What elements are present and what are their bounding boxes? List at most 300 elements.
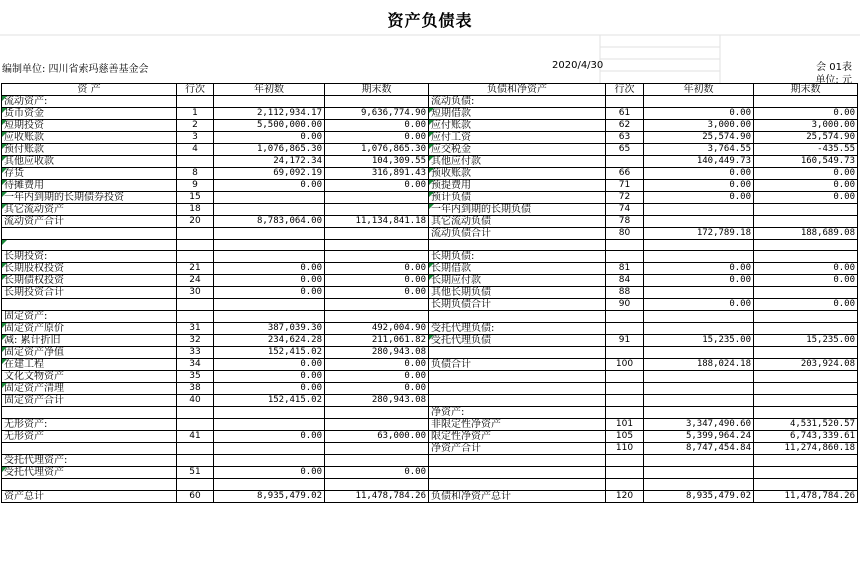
liability-begin-cell[interactable] xyxy=(644,407,754,419)
asset-end-cell[interactable] xyxy=(325,443,429,455)
table-row xyxy=(2,192,858,204)
liability-line-cell[interactable]: 91 xyxy=(606,335,644,347)
liability-line-cell[interactable]: 105 xyxy=(606,431,644,443)
liability-end-cell[interactable]: 0.00 xyxy=(754,180,858,192)
liability-name-cell[interactable]: 净资产: xyxy=(429,407,606,419)
liability-name-cell[interactable] xyxy=(429,479,606,490)
asset-end-cell[interactable]: 280,943.08 xyxy=(325,395,429,407)
liability-end-cell[interactable] xyxy=(754,455,858,467)
liability-begin-cell[interactable]: 188,024.18 xyxy=(644,359,754,371)
liability-line-cell[interactable] xyxy=(606,240,644,251)
asset-name-cell[interactable]: 长期投资: xyxy=(2,251,177,263)
asset-end-cell[interactable]: 0.00 xyxy=(325,371,429,383)
liability-end-cell[interactable] xyxy=(754,287,858,299)
asset-name-cell[interactable]: 流动资产: xyxy=(2,96,177,108)
liability-line-cell[interactable]: 62 xyxy=(606,120,644,132)
asset-end-cell[interactable]: 0.00 xyxy=(325,383,429,395)
liability-begin-cell[interactable] xyxy=(644,216,754,228)
header-line-2: 行次 xyxy=(606,84,644,96)
asset-line-cell[interactable] xyxy=(177,299,214,311)
asset-begin-cell[interactable]: 1,076,865.30 xyxy=(214,144,325,156)
balance-sheet-table xyxy=(1,83,858,503)
asset-name-cell[interactable]: 预付账款 xyxy=(2,144,177,156)
asset-name-cell[interactable]: 货币资金 xyxy=(2,108,177,120)
liability-end-cell[interactable] xyxy=(754,323,858,335)
asset-end-cell[interactable]: 11,134,841.18 xyxy=(325,216,429,228)
table-row xyxy=(2,490,858,502)
table-row xyxy=(2,299,858,311)
asset-begin-cell[interactable] xyxy=(214,455,325,467)
liability-line-cell[interactable] xyxy=(606,156,644,168)
liability-name-cell[interactable]: 长期应付款 xyxy=(429,275,606,287)
asset-end-cell[interactable] xyxy=(325,419,429,431)
asset-line-cell[interactable]: 15 xyxy=(177,192,214,204)
liability-line-cell[interactable]: 90 xyxy=(606,299,644,311)
asset-line-cell[interactable]: 3 xyxy=(177,132,214,144)
asset-end-cell[interactable]: 0.00 xyxy=(325,467,429,479)
liability-name-cell[interactable]: 其他长期负债 xyxy=(429,287,606,299)
asset-begin-cell[interactable]: 152,415.02 xyxy=(214,395,325,407)
liability-line-cell[interactable]: 101 xyxy=(606,419,644,431)
liability-name-cell[interactable]: 应付账款 xyxy=(429,120,606,132)
liability-begin-cell[interactable] xyxy=(644,96,754,108)
currency-unit: 单位: 元 xyxy=(815,75,852,86)
liability-line-cell[interactable] xyxy=(606,479,644,490)
liability-begin-cell[interactable]: 0.00 xyxy=(644,299,754,311)
asset-line-cell[interactable]: 34 xyxy=(177,359,214,371)
header-row xyxy=(2,84,858,96)
asset-line-cell[interactable]: 31 xyxy=(177,323,214,335)
asset-end-cell[interactable]: 0.00 xyxy=(325,263,429,275)
liability-name-cell[interactable]: 净资产合计 xyxy=(429,443,606,455)
asset-name-cell[interactable] xyxy=(2,299,177,311)
liability-begin-cell[interactable] xyxy=(644,371,754,383)
asset-name-cell[interactable] xyxy=(2,228,177,240)
liability-begin-cell[interactable]: 0.00 xyxy=(644,275,754,287)
asset-end-cell[interactable] xyxy=(325,192,429,204)
asset-line-cell[interactable]: 38 xyxy=(177,383,214,395)
asset-name-cell[interactable]: 无形资产: xyxy=(2,419,177,431)
asset-begin-cell[interactable]: 152,415.02 xyxy=(214,347,325,359)
asset-begin-cell[interactable]: 24,172.34 xyxy=(214,156,325,168)
asset-begin-cell[interactable]: 0.00 xyxy=(214,431,325,443)
liability-line-cell[interactable] xyxy=(606,311,644,323)
asset-line-cell[interactable]: 8 xyxy=(177,168,214,180)
asset-begin-cell[interactable]: 2,112,934.17 xyxy=(214,108,325,120)
liability-name-cell[interactable]: 预提费用 xyxy=(429,180,606,192)
asset-name-cell[interactable] xyxy=(2,479,177,490)
liability-line-cell[interactable]: 81 xyxy=(606,263,644,275)
liability-begin-cell[interactable]: 3,764.55 xyxy=(644,144,754,156)
asset-end-cell[interactable]: 0.00 xyxy=(325,180,429,192)
liability-end-cell[interactable] xyxy=(754,240,858,251)
asset-begin-cell[interactable] xyxy=(214,204,325,216)
asset-line-cell[interactable]: 33 xyxy=(177,347,214,359)
asset-end-cell[interactable]: 9,636,774.90 xyxy=(325,108,429,120)
asset-begin-cell[interactable] xyxy=(214,407,325,419)
asset-name-cell[interactable]: 一年内到期的长期债券投资 xyxy=(2,192,177,204)
asset-line-cell[interactable] xyxy=(177,443,214,455)
liability-line-cell[interactable] xyxy=(606,371,644,383)
liability-name-cell[interactable]: 长期负债: xyxy=(429,251,606,263)
liability-begin-cell[interactable]: 0.00 xyxy=(644,108,754,120)
asset-name-cell[interactable]: 受托代理资产: xyxy=(2,455,177,467)
header-end: 期末数 xyxy=(325,84,429,96)
asset-name-cell[interactable]: 待摊费用 xyxy=(2,180,177,192)
asset-name-cell[interactable]: 无形资产 xyxy=(2,431,177,443)
asset-line-cell[interactable] xyxy=(177,251,214,263)
asset-name-cell[interactable]: 固定资产: xyxy=(2,311,177,323)
asset-begin-cell[interactable] xyxy=(214,192,325,204)
liability-name-cell[interactable] xyxy=(429,347,606,359)
liability-begin-cell[interactable] xyxy=(644,323,754,335)
asset-begin-cell[interactable] xyxy=(214,240,325,251)
asset-begin-cell[interactable] xyxy=(214,228,325,240)
liability-line-cell[interactable]: 65 xyxy=(606,144,644,156)
liability-begin-cell[interactable]: 140,449.73 xyxy=(644,156,754,168)
asset-name-cell[interactable]: 资产总计 xyxy=(2,490,177,502)
asset-line-cell[interactable] xyxy=(177,156,214,168)
liability-line-cell[interactable]: 74 xyxy=(606,204,644,216)
liability-end-cell[interactable] xyxy=(754,96,858,108)
asset-end-cell[interactable]: 316,891.43 xyxy=(325,168,429,180)
asset-name-cell[interactable]: 文化文物资产 xyxy=(2,371,177,383)
asset-name-cell[interactable]: 应收账款 xyxy=(2,132,177,144)
asset-end-cell[interactable] xyxy=(325,479,429,490)
asset-begin-cell[interactable]: 8,935,479.02 xyxy=(214,490,325,502)
liability-name-cell[interactable] xyxy=(429,371,606,383)
asset-line-cell[interactable]: 1 xyxy=(177,108,214,120)
liability-end-cell[interactable] xyxy=(754,383,858,395)
asset-begin-cell[interactable]: 0.00 xyxy=(214,287,325,299)
asset-name-cell[interactable]: 长期债权投资 xyxy=(2,275,177,287)
asset-name-cell[interactable] xyxy=(2,240,177,251)
asset-line-cell[interactable] xyxy=(177,311,214,323)
asset-end-cell[interactable] xyxy=(325,96,429,108)
liability-name-cell[interactable]: 应付工资 xyxy=(429,132,606,144)
asset-begin-cell[interactable]: 8,783,064.00 xyxy=(214,216,325,228)
liability-begin-cell[interactable]: 0.00 xyxy=(644,180,754,192)
liability-line-cell[interactable]: 78 xyxy=(606,216,644,228)
table-row xyxy=(2,407,858,419)
liability-end-cell[interactable]: 15,235.00 xyxy=(754,335,858,347)
liability-line-cell[interactable] xyxy=(606,251,644,263)
asset-name-cell[interactable]: 长期股权投资 xyxy=(2,263,177,275)
liability-line-cell[interactable]: 63 xyxy=(606,132,644,144)
table-row xyxy=(2,371,858,383)
liability-begin-cell[interactable] xyxy=(644,383,754,395)
liability-name-cell[interactable]: 流动负债合计 xyxy=(429,228,606,240)
liability-name-cell[interactable]: 长期借款 xyxy=(429,263,606,275)
table-row xyxy=(2,240,858,251)
asset-end-cell[interactable] xyxy=(325,299,429,311)
asset-end-cell[interactable]: 104,309.55 xyxy=(325,156,429,168)
liability-name-cell[interactable]: 流动负债: xyxy=(429,96,606,108)
table-row xyxy=(2,180,858,192)
liability-end-cell[interactable] xyxy=(754,371,858,383)
liability-name-cell[interactable] xyxy=(429,467,606,479)
liability-name-cell[interactable] xyxy=(429,311,606,323)
asset-begin-cell[interactable]: 0.00 xyxy=(214,132,325,144)
report-title: 资产负债表 xyxy=(387,11,473,30)
liability-begin-cell[interactable] xyxy=(644,347,754,359)
asset-end-cell[interactable] xyxy=(325,455,429,467)
asset-line-cell[interactable] xyxy=(177,479,214,490)
asset-end-cell[interactable]: 492,004.90 xyxy=(325,323,429,335)
liability-end-cell[interactable]: 160,549.73 xyxy=(754,156,858,168)
asset-begin-cell[interactable]: 69,092.19 xyxy=(214,168,325,180)
asset-line-cell[interactable]: 9 xyxy=(177,180,214,192)
liability-begin-cell[interactable]: 0.00 xyxy=(644,168,754,180)
asset-begin-cell[interactable] xyxy=(214,96,325,108)
asset-begin-cell[interactable]: 0.00 xyxy=(214,180,325,192)
table-row xyxy=(2,108,858,120)
asset-line-cell[interactable]: 30 xyxy=(177,287,214,299)
liability-line-cell[interactable]: 66 xyxy=(606,168,644,180)
liability-end-cell[interactable]: 6,743,339.61 xyxy=(754,431,858,443)
table-row xyxy=(2,251,858,263)
liability-end-cell[interactable] xyxy=(754,204,858,216)
liability-name-cell[interactable]: 预收账款 xyxy=(429,168,606,180)
liability-begin-cell[interactable]: 8,747,454.84 xyxy=(644,443,754,455)
liability-name-cell[interactable] xyxy=(429,383,606,395)
liability-end-cell[interactable]: 11,274,860.18 xyxy=(754,443,858,455)
liability-line-cell[interactable] xyxy=(606,383,644,395)
asset-line-cell[interactable]: 40 xyxy=(177,395,214,407)
liability-begin-cell[interactable] xyxy=(644,251,754,263)
liability-begin-cell[interactable] xyxy=(644,467,754,479)
asset-name-cell[interactable]: 其他应收款 xyxy=(2,156,177,168)
asset-name-cell[interactable]: 固定资产净值 xyxy=(2,347,177,359)
liability-line-cell[interactable]: 84 xyxy=(606,275,644,287)
liability-line-cell[interactable] xyxy=(606,467,644,479)
liability-end-cell[interactable] xyxy=(754,467,858,479)
liability-end-cell[interactable] xyxy=(754,395,858,407)
asset-begin-cell[interactable]: 5,500,000.00 xyxy=(214,120,325,132)
liability-end-cell[interactable]: 0.00 xyxy=(754,108,858,120)
asset-end-cell[interactable]: 1,076,865.30 xyxy=(325,144,429,156)
liability-end-cell[interactable] xyxy=(754,216,858,228)
liability-name-cell[interactable]: 预计负债 xyxy=(429,192,606,204)
liability-begin-cell[interactable]: 8,935,479.02 xyxy=(644,490,754,502)
liability-end-cell[interactable]: 188,689.08 xyxy=(754,228,858,240)
asset-end-cell[interactable]: 0.00 xyxy=(325,275,429,287)
asset-begin-cell[interactable] xyxy=(214,299,325,311)
liability-begin-cell[interactable]: 25,574.90 xyxy=(644,132,754,144)
liability-line-cell[interactable] xyxy=(606,407,644,419)
asset-begin-cell[interactable]: 0.00 xyxy=(214,263,325,275)
asset-name-cell[interactable] xyxy=(2,407,177,419)
liability-line-cell[interactable]: 100 xyxy=(606,359,644,371)
asset-line-cell[interactable] xyxy=(177,407,214,419)
asset-line-cell[interactable] xyxy=(177,96,214,108)
liability-begin-cell[interactable]: 0.00 xyxy=(644,192,754,204)
asset-end-cell[interactable]: 0.00 xyxy=(325,287,429,299)
liability-begin-cell[interactable]: 172,789.18 xyxy=(644,228,754,240)
liability-end-cell[interactable] xyxy=(754,347,858,359)
organization-label: 编制单位: 四川省索玛慈善基金会 xyxy=(2,64,149,75)
liability-name-cell[interactable]: 受托代理负债 xyxy=(429,335,606,347)
liability-name-cell[interactable] xyxy=(429,395,606,407)
asset-line-cell[interactable]: 21 xyxy=(177,263,214,275)
table-row xyxy=(2,479,858,490)
liability-begin-cell[interactable] xyxy=(644,395,754,407)
liability-line-cell[interactable] xyxy=(606,347,644,359)
asset-end-cell[interactable] xyxy=(325,311,429,323)
asset-end-cell[interactable]: 0.00 xyxy=(325,359,429,371)
liability-name-cell[interactable]: 一年内到期的长期负债 xyxy=(429,204,606,216)
liability-end-cell[interactable] xyxy=(754,407,858,419)
asset-begin-cell[interactable] xyxy=(214,419,325,431)
asset-line-cell[interactable]: 4 xyxy=(177,144,214,156)
asset-begin-cell[interactable]: 0.00 xyxy=(214,359,325,371)
asset-line-cell[interactable]: 32 xyxy=(177,335,214,347)
table-row xyxy=(2,395,858,407)
liability-line-cell[interactable]: 71 xyxy=(606,180,644,192)
liability-line-cell[interactable]: 72 xyxy=(606,192,644,204)
liability-end-cell[interactable]: 3,000.00 xyxy=(754,120,858,132)
liability-begin-cell[interactable]: 3,000.00 xyxy=(644,120,754,132)
liability-begin-cell[interactable]: 15,235.00 xyxy=(644,335,754,347)
liability-name-cell[interactable]: 负债合计 xyxy=(429,359,606,371)
liability-line-cell[interactable]: 110 xyxy=(606,443,644,455)
asset-end-cell[interactable]: 63,000.00 xyxy=(325,431,429,443)
asset-begin-cell[interactable] xyxy=(214,443,325,455)
liability-begin-cell[interactable] xyxy=(644,204,754,216)
liability-name-cell[interactable] xyxy=(429,455,606,467)
asset-line-cell[interactable]: 18 xyxy=(177,204,214,216)
asset-begin-cell[interactable] xyxy=(214,251,325,263)
liability-begin-cell[interactable] xyxy=(644,240,754,251)
asset-begin-cell[interactable] xyxy=(214,311,325,323)
liability-end-cell[interactable]: 203,924.08 xyxy=(754,359,858,371)
table-row xyxy=(2,347,858,359)
liability-line-cell[interactable]: 80 xyxy=(606,228,644,240)
liability-name-cell[interactable]: 其它流动负债 xyxy=(429,216,606,228)
table-row xyxy=(2,216,858,228)
liability-end-cell[interactable] xyxy=(754,251,858,263)
table-row xyxy=(2,228,858,240)
asset-end-cell[interactable] xyxy=(325,407,429,419)
liability-line-cell[interactable] xyxy=(606,395,644,407)
liability-name-cell[interactable]: 短期借款 xyxy=(429,108,606,120)
asset-line-cell[interactable] xyxy=(177,240,214,251)
asset-end-cell[interactable] xyxy=(325,240,429,251)
table-row xyxy=(2,359,858,371)
liability-begin-cell[interactable] xyxy=(644,455,754,467)
asset-name-cell[interactable]: 存货 xyxy=(2,168,177,180)
asset-name-cell[interactable]: 其它流动资产 xyxy=(2,204,177,216)
liability-name-cell[interactable]: 负债和净资产总计 xyxy=(429,490,606,502)
liability-line-cell[interactable]: 88 xyxy=(606,287,644,299)
asset-end-cell[interactable] xyxy=(325,204,429,216)
asset-name-cell[interactable]: 受托代理资产 xyxy=(2,467,177,479)
asset-name-cell[interactable]: 减: 累计折旧 xyxy=(2,335,177,347)
asset-line-cell[interactable]: 24 xyxy=(177,275,214,287)
asset-begin-cell[interactable]: 0.00 xyxy=(214,275,325,287)
asset-line-cell[interactable]: 20 xyxy=(177,216,214,228)
liability-name-cell[interactable]: 长期负债合计 xyxy=(429,299,606,311)
asset-end-cell[interactable]: 0.00 xyxy=(325,120,429,132)
asset-end-cell[interactable]: 11,478,784.26 xyxy=(325,490,429,502)
asset-line-cell[interactable]: 2 xyxy=(177,120,214,132)
asset-line-cell[interactable]: 35 xyxy=(177,371,214,383)
liability-end-cell[interactable]: 0.00 xyxy=(754,275,858,287)
liability-end-cell[interactable]: 0.00 xyxy=(754,299,858,311)
asset-end-cell[interactable]: 0.00 xyxy=(325,132,429,144)
asset-begin-cell[interactable] xyxy=(214,479,325,490)
asset-name-cell[interactable]: 流动资产合计 xyxy=(2,216,177,228)
liability-end-cell[interactable] xyxy=(754,311,858,323)
asset-end-cell[interactable]: 280,943.08 xyxy=(325,347,429,359)
asset-name-cell[interactable]: 长期投资合计 xyxy=(2,287,177,299)
asset-name-cell[interactable]: 短期投资 xyxy=(2,120,177,132)
liability-name-cell[interactable]: 其他应付款 xyxy=(429,156,606,168)
asset-name-cell[interactable]: 固定资产原价 xyxy=(2,323,177,335)
asset-line-cell[interactable]: 51 xyxy=(177,467,214,479)
liability-end-cell[interactable]: 0.00 xyxy=(754,168,858,180)
liability-line-cell[interactable] xyxy=(606,96,644,108)
asset-line-cell[interactable] xyxy=(177,455,214,467)
liability-line-cell[interactable]: 61 xyxy=(606,108,644,120)
liability-end-cell[interactable]: 0.00 xyxy=(754,263,858,275)
table-row xyxy=(2,335,858,347)
liability-end-cell[interactable]: 25,574.90 xyxy=(754,132,858,144)
asset-line-cell[interactable]: 60 xyxy=(177,490,214,502)
liability-name-cell[interactable]: 应交税金 xyxy=(429,144,606,156)
table-row xyxy=(2,323,858,335)
liability-begin-cell[interactable]: 3,347,490.60 xyxy=(644,419,754,431)
table-row xyxy=(2,311,858,323)
liability-begin-cell[interactable] xyxy=(644,311,754,323)
table-row xyxy=(2,467,858,479)
liability-name-cell[interactable]: 限定性净资产 xyxy=(429,431,606,443)
liability-line-cell[interactable] xyxy=(606,323,644,335)
table-row xyxy=(2,120,858,132)
asset-begin-cell[interactable]: 387,039.30 xyxy=(214,323,325,335)
asset-end-cell[interactable]: 211,061.82 xyxy=(325,335,429,347)
asset-name-cell[interactable]: 固定资产清理 xyxy=(2,383,177,395)
asset-name-cell[interactable]: 在建工程 xyxy=(2,359,177,371)
liability-line-cell[interactable]: 120 xyxy=(606,490,644,502)
liability-begin-cell[interactable] xyxy=(644,287,754,299)
liability-begin-cell[interactable]: 0.00 xyxy=(644,263,754,275)
asset-line-cell[interactable] xyxy=(177,419,214,431)
liability-begin-cell[interactable]: 5,399,964.24 xyxy=(644,431,754,443)
asset-line-cell[interactable]: 41 xyxy=(177,431,214,443)
asset-line-cell[interactable] xyxy=(177,228,214,240)
asset-begin-cell[interactable]: 0.00 xyxy=(214,371,325,383)
liability-name-cell[interactable] xyxy=(429,240,606,251)
asset-begin-cell[interactable]: 0.00 xyxy=(214,467,325,479)
liability-end-cell[interactable] xyxy=(754,479,858,490)
liability-end-cell[interactable]: -435.55 xyxy=(754,144,858,156)
asset-begin-cell[interactable]: 0.00 xyxy=(214,383,325,395)
asset-name-cell[interactable]: 固定资产合计 xyxy=(2,395,177,407)
liability-end-cell[interactable]: 0.00 xyxy=(754,192,858,204)
asset-begin-cell[interactable]: 234,624.28 xyxy=(214,335,325,347)
liability-name-cell[interactable]: 非限定性净资产 xyxy=(429,419,606,431)
liability-end-cell[interactable]: 11,478,784.26 xyxy=(754,490,858,502)
asset-end-cell[interactable] xyxy=(325,251,429,263)
liability-line-cell[interactable] xyxy=(606,455,644,467)
asset-name-cell[interactable] xyxy=(2,443,177,455)
liability-name-cell[interactable]: 受托代理负债: xyxy=(429,323,606,335)
liability-end-cell[interactable]: 4,531,520.57 xyxy=(754,419,858,431)
table-row xyxy=(2,156,858,168)
asset-end-cell[interactable] xyxy=(325,228,429,240)
liability-begin-cell[interactable] xyxy=(644,479,754,490)
